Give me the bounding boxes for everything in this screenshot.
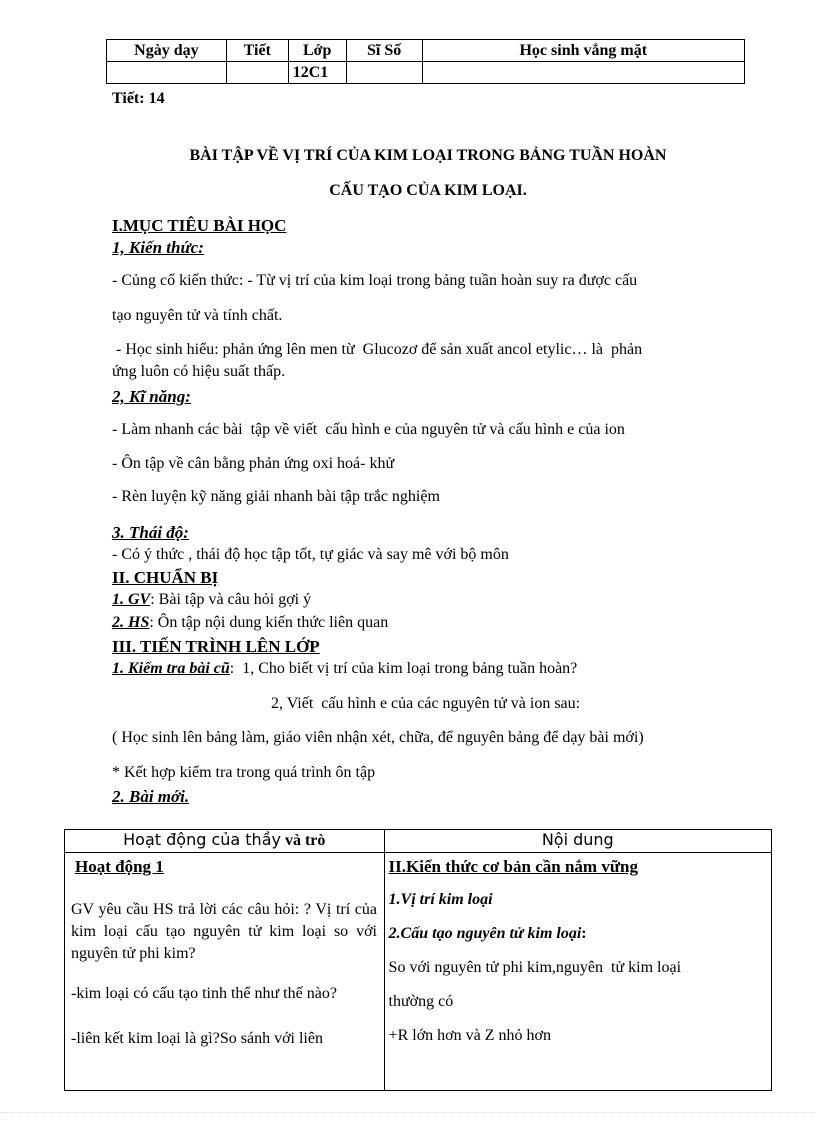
note-line1: ( Học sinh lên bảng làm, giáo viên nhận xét, chữa, để nguyên bảng để dạy bài mới) <box>112 729 644 746</box>
content-item-1: 1.Vị trí kim loại <box>388 891 493 908</box>
check-q2: 2, Viết cấu hình e của các nguyên tử và ion sau: <box>271 695 581 712</box>
cell-absent <box>422 62 744 84</box>
page-title-line1: BÀI TẬP VỀ VỊ TRÍ CỦA KIM LOẠI TRONG BẢNG TUẦN HOÀN <box>189 147 667 164</box>
header-absent: Học sinh vắng mặt <box>422 40 744 62</box>
activity-question-1: GV yêu cầu HS trả lời các câu hỏi: ? Vị trí của kim loại cấu tạo nguyên tử kim loại so với nguyên tử phi kim? <box>71 901 377 962</box>
knowledge-heading: 1, Kiến thức: <box>112 238 204 257</box>
activity-left-cell <box>65 853 385 1091</box>
header-content: Nội dung <box>384 830 771 853</box>
skills-item-3: - Rèn luyện kỹ năng giải nhanh bài tập trắc nghiệm <box>112 488 440 505</box>
cell-count <box>346 62 422 84</box>
knowledge-summary-heading: II.Kiến thức cơ bản cần nắm vững <box>388 857 638 876</box>
header-period: Tiết <box>226 40 288 62</box>
check-line <box>112 660 577 678</box>
check-q1: : 1, Cho biết vị trí của kim loại trong bảng tuần hoàn? <box>229 660 578 677</box>
knowledge-line1: - Củng cố kiến thức: - Từ vị trí của kim loại trong bảng tuần hoàn suy ra được cấu <box>112 272 638 289</box>
gv-label: 1. GV <box>112 591 151 608</box>
content-item-2-line <box>389 925 587 943</box>
cell-period <box>226 62 288 84</box>
gv-text: : Bài tập và câu hỏi gợi ý <box>150 591 312 608</box>
section1-heading: I.MỤC TIÊU BÀI HỌC <box>112 216 287 235</box>
activity-1-label: Hoạt động 1 <box>75 857 164 876</box>
activity-question-3: -liên kết kim loại là gì?So sánh với liên <box>71 1030 323 1047</box>
content-line-1: So với nguyên tử phi kim,nguyên tử kim loại <box>388 959 682 976</box>
header-date: Ngày dạy <box>107 40 227 62</box>
hs-line <box>112 614 388 632</box>
note-line2: * Kết hợp kiểm tra trong quá trình ôn tập <box>112 764 376 781</box>
lesson-period: Tiết: 14 <box>112 90 165 107</box>
attitude-heading: 3. Thái độ: <box>112 523 189 542</box>
section3-heading: III. TIẾN TRÌNH LÊN LỚP <box>112 637 320 656</box>
content-line-2: thường có <box>388 993 454 1010</box>
skills-heading: 2, Kĩ năng: <box>112 387 191 406</box>
gv-line <box>112 591 311 609</box>
activity-table <box>64 829 772 1091</box>
hs-label: 2. HS <box>112 614 150 631</box>
schedule-table <box>106 39 745 84</box>
cell-class: 12C1 <box>288 62 346 84</box>
skills-item-1: - Làm nhanh các bài tập về viết cấu hình e của nguyên tử và cấu hình e của ion <box>112 421 625 438</box>
schedule-data-row <box>107 62 745 84</box>
header-count: Sĩ Số <box>346 40 422 62</box>
content-item-2-suffix: : <box>581 925 587 942</box>
page-bottom-divider <box>0 1112 816 1113</box>
content-item-2: 2.Cấu tạo nguyên tử kim loại <box>388 925 582 942</box>
activity-body-row <box>65 853 772 1091</box>
new-lesson-heading: 2. Bài mới. <box>112 787 190 806</box>
activity-header-row <box>65 830 772 853</box>
cell-date <box>107 62 227 84</box>
skills-item-2: - Ôn tập về cân bằng phản ứng oxi hoá- khử <box>112 455 395 472</box>
content-line-3: +R lớn hơn và Z nhỏ hơn <box>388 1027 551 1044</box>
knowledge-line4: ứng luôn có hiệu suất thấp. <box>112 363 286 380</box>
attitude-text: - Có ý thức , thái độ học tập tốt, tự giác và say mê với bộ môn <box>112 546 509 563</box>
header-teacher: Hoạt động của thầy <box>123 830 281 849</box>
hs-text: : Ôn tập nội dung kiến thức liên quan <box>149 614 389 631</box>
header-teacher-student <box>65 830 385 853</box>
activity-right-cell <box>384 853 771 1091</box>
page-title-line2: CẤU TẠO CỦA KIM LOẠI. <box>329 182 527 199</box>
knowledge-line2: tạo nguyên tử và tính chất. <box>112 307 283 324</box>
check-label: 1. Kiểm tra bài cũ <box>112 660 230 677</box>
schedule-header-row <box>107 40 745 62</box>
header-class: Lớp <box>288 40 346 62</box>
header-student: và trò <box>280 832 326 849</box>
activity-question-2: -kim loại có cấu tạo tinh thể như thế nào? <box>71 985 337 1002</box>
knowledge-line3: - Học sinh hiểu: phản ứng lên men từ Glucozơ để sản xuất ancol etylic… là phản <box>112 341 643 358</box>
section2-heading: II. CHUẨN BỊ <box>112 568 219 587</box>
